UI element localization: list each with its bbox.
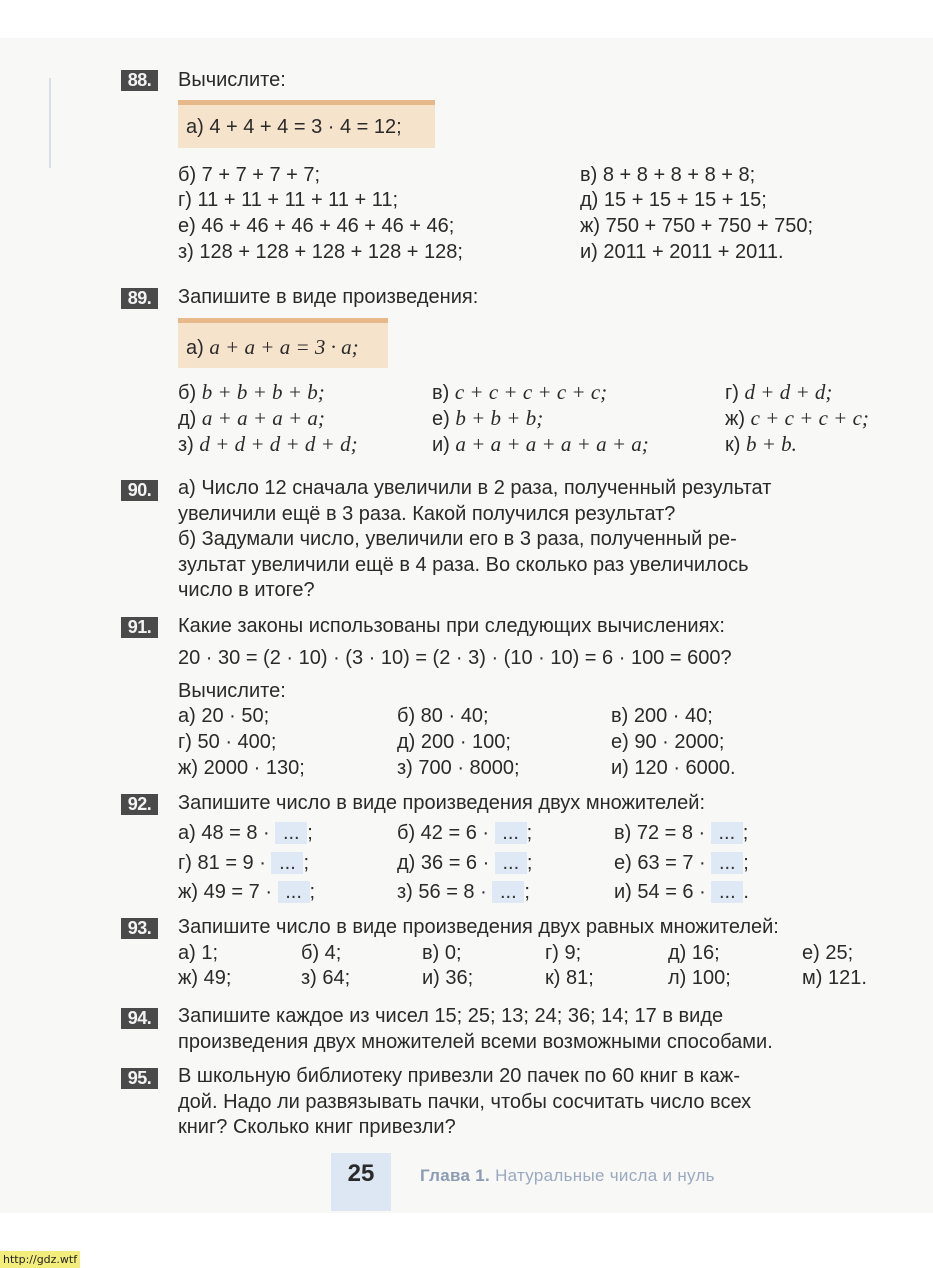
- exercise-88-item: г) 11 + 11 + 11 + 11 + 11;: [178, 189, 399, 211]
- exercise-93-number: 93.: [121, 918, 158, 939]
- exercise-91-subtitle: Вычислите:: [178, 680, 286, 702]
- exercise-93-title: Запишите число в виде произведения двух равных множителей:: [178, 916, 779, 938]
- exercise-91-item: и) 120 · 6000.: [611, 757, 736, 779]
- answer-blank: ...: [495, 822, 527, 844]
- exercise-92-item: в) 72 = 8 · ... ;: [614, 822, 749, 844]
- exercise-90-number: 90.: [121, 480, 158, 501]
- exercise-92-item: г) 81 = 9 · ... ;: [178, 852, 310, 874]
- exercise-91-equation: 20 · 30 = (2 · 10) · (3 · 10) = (2 · 3) · (10 · 10) = 6 · 100 = 600?: [178, 647, 732, 669]
- exercise-89-item: е) b + b + b;: [432, 406, 544, 430]
- exercise-91-item: б) 80 · 40;: [397, 705, 489, 727]
- exercise-92-number: 92.: [121, 794, 158, 815]
- exercise-88-number: 88.: [121, 70, 158, 91]
- answer-blank: ...: [278, 881, 310, 903]
- exercise-92-title: Запишите число в виде произведения двух множителей:: [178, 792, 706, 814]
- exercise-92-item: а) 48 = 8 · ... ;: [178, 822, 313, 844]
- exercise-92-item: б) 42 = 6 · ... ;: [397, 822, 533, 844]
- exercise-89-item: з) d + d + d + d + d;: [178, 432, 358, 456]
- chapter-title: Глава 1. Натуральные числа и нуль: [420, 1166, 715, 1185]
- exercise-88-item: б) 7 + 7 + 7 + 7;: [178, 164, 321, 186]
- exercise-90-text: а) Число 12 сначала увеличили в 2 раза, полученный результат увеличили ещё в 3 раза. Какой получился результат? б) Задумали число, увеличили его в 3 раза, полученный ре- зультат увеличили ещё в 4 раза. Во сколько раз увеличилось число в итоге?: [178, 477, 772, 601]
- exercise-93-item: л) 100;: [668, 967, 731, 989]
- exercise-89-sample-label: а): [186, 337, 204, 359]
- answer-blank: ...: [711, 881, 743, 903]
- exercise-91-item: е) 90 · 2000;: [611, 731, 725, 753]
- exercise-89-number: 89.: [121, 288, 158, 309]
- exercise-93-item: б) 4;: [301, 942, 342, 964]
- exercise-92-item: з) 56 = 8 · ... ;: [397, 881, 530, 903]
- exercise-92-item: и) 54 = 6 · ... .: [614, 881, 749, 903]
- exercise-93-item: и) 36;: [422, 967, 474, 989]
- site-url-label[interactable]: http://gdz.wtf: [0, 1251, 80, 1268]
- answer-blank: ...: [492, 881, 524, 903]
- exercise-94-number: 94.: [121, 1008, 158, 1029]
- exercise-88-item: и) 2011 + 2011 + 2011.: [580, 241, 784, 263]
- exercise-93-item: е) 25;: [802, 942, 854, 964]
- answer-blank: ...: [711, 852, 743, 874]
- exercise-91-item: ж) 2000 · 130;: [178, 757, 305, 779]
- exercise-93-item: в) 0;: [422, 942, 462, 964]
- exercise-93-item: к) 81;: [545, 967, 594, 989]
- exercise-95-text: В школьную библиотеку привезли 20 пачек по 60 книг в каж- дой. Надо ли развязывать пачки, чтобы сосчитать число всех книг? Сколько книг привезли?: [178, 1065, 752, 1138]
- exercise-91-item: д) 200 · 100;: [397, 731, 511, 753]
- exercise-92-item: ж) 49 = 7 · ... ;: [178, 881, 316, 903]
- exercise-91-item: г) 50 · 400;: [178, 731, 277, 753]
- margin-line: [49, 78, 51, 168]
- exercise-93-item: д) 16;: [668, 942, 720, 964]
- exercise-89-item: б) b + b + b + b;: [178, 380, 325, 404]
- answer-blank: ...: [495, 852, 527, 874]
- exercise-93-item: м) 121.: [802, 967, 867, 989]
- exercise-89-item: ж) c + c + c + c;: [725, 406, 869, 430]
- answer-blank: ...: [275, 822, 307, 844]
- exercise-88-item: е) 46 + 46 + 46 + 46 + 46 + 46;: [178, 215, 455, 237]
- exercise-88-item: д) 15 + 15 + 15 + 15;: [580, 189, 767, 211]
- exercise-88-sample: а) 4 + 4 + 4 = 3 · 4 = 12;: [178, 100, 435, 148]
- exercise-89-item: к) b + b.: [725, 432, 797, 456]
- exercise-93-item: г) 9;: [545, 942, 582, 964]
- exercise-89-item: в) c + c + c + c + c;: [432, 380, 608, 404]
- exercise-91-number: 91.: [121, 617, 158, 638]
- exercise-95-number: 95.: [121, 1068, 158, 1089]
- exercise-89-item: г) d + d + d;: [725, 380, 833, 404]
- exercise-89-item: д) a + a + a + a;: [178, 406, 325, 430]
- exercise-91-title: Какие законы использованы при следующих вычислениях:: [178, 615, 725, 637]
- exercise-89-sample: [178, 318, 388, 368]
- exercise-89-title: Запишите в виде произведения:: [178, 286, 479, 308]
- answer-blank: ...: [711, 822, 743, 844]
- exercise-93-item: з) 64;: [301, 967, 351, 989]
- exercise-89-item: и) a + a + a + a + a + a;: [432, 432, 649, 456]
- page-number: 25: [347, 1160, 375, 1187]
- exercise-92-item: е) 63 = 7 · ... ;: [614, 852, 749, 874]
- exercise-88-item: в) 8 + 8 + 8 + 8 + 8;: [580, 164, 756, 186]
- exercise-91-item: в) 200 · 40;: [611, 705, 713, 727]
- answer-blank: ...: [271, 852, 303, 874]
- exercise-93-item: ж) 49;: [178, 967, 232, 989]
- exercise-91-item: а) 20 · 50;: [178, 705, 270, 727]
- exercise-89-sample-expr: a + a + a = 3 · a;: [209, 335, 359, 359]
- exercise-91-item: з) 700 · 8000;: [397, 757, 520, 779]
- exercise-92-item: д) 36 = 6 · ... ;: [397, 852, 533, 874]
- exercise-94-text: Запишите каждое из чисел 15; 25; 13; 24; 36; 14; 17 в виде произведения двух множителей всеми возможными способами.: [178, 1005, 773, 1053]
- exercise-88-title: Вычислите:: [178, 69, 286, 91]
- exercise-88-item: ж) 750 + 750 + 750 + 750;: [580, 215, 814, 237]
- exercise-88-item: з) 128 + 128 + 128 + 128 + 128;: [178, 241, 463, 263]
- exercise-93-item: а) 1;: [178, 942, 219, 964]
